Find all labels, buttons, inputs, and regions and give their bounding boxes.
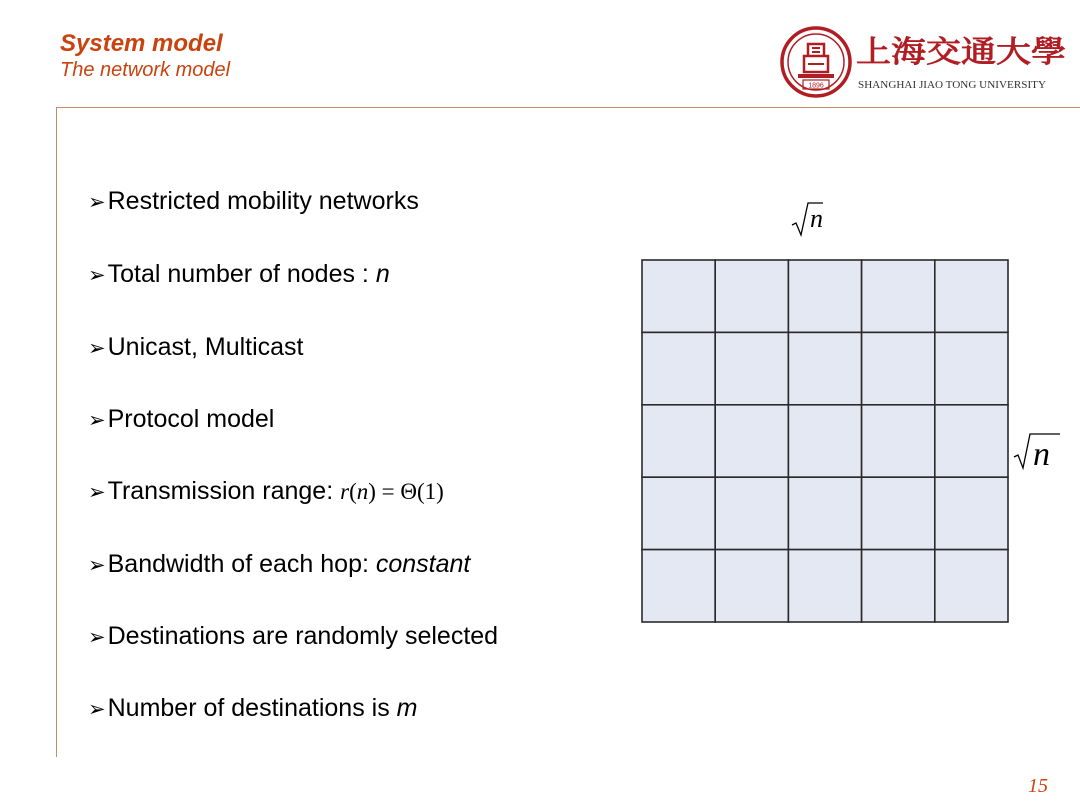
grid-cell <box>862 260 935 332</box>
bullet-item: ➢Restricted mobility networks <box>88 187 419 215</box>
grid-cell <box>642 260 715 332</box>
page-number: 15 <box>1028 775 1048 797</box>
arrow-bullet-icon: ➢ <box>88 697 106 721</box>
grid-cell <box>715 405 788 477</box>
arrow-bullet-icon: ➢ <box>88 480 106 504</box>
logo-chinese-name: 上海交通大學 <box>856 35 1066 70</box>
svg-text:n: n <box>810 204 823 233</box>
grid-cell <box>935 550 1008 622</box>
range-formula: r(n) = Θ(1) <box>340 479 444 504</box>
grid-cell <box>862 332 935 404</box>
bullet-item: ➢Protocol model <box>88 405 275 433</box>
bullet-item: ➢Unicast, Multicast <box>88 333 304 361</box>
top-sqrt-label <box>792 203 823 235</box>
grid-cell <box>642 332 715 404</box>
arrow-bullet-icon: ➢ <box>88 190 106 214</box>
grid-cell <box>715 332 788 404</box>
network-grid-figure <box>630 190 1070 630</box>
grid-cell <box>788 332 861 404</box>
arrow-bullet-icon: ➢ <box>88 263 106 287</box>
grid-cell <box>862 550 935 622</box>
arrow-bullet-icon: ➢ <box>88 336 106 360</box>
grid-cell <box>862 477 935 549</box>
bullet-item: ➢Total number of nodes : n <box>88 260 390 288</box>
slide-subtitle: The network model <box>60 59 231 81</box>
grid-cell <box>715 477 788 549</box>
grid-cell <box>935 332 1008 404</box>
grid-cell <box>788 477 861 549</box>
emblem-year: 1896 <box>808 82 824 90</box>
arrow-bullet-icon: ➢ <box>88 625 106 649</box>
grid-cell <box>935 260 1008 332</box>
grid-cell <box>862 405 935 477</box>
grid-cell <box>788 550 861 622</box>
logo-english-name: SHANGHAI JIAO TONG UNIVERSITY <box>858 80 1046 91</box>
bullet-item: ➢Number of destinations is m <box>88 694 418 722</box>
grid-cell <box>642 405 715 477</box>
university-logo <box>776 20 1076 104</box>
bullet-item: ➢Destinations are randomly selected <box>88 622 499 650</box>
left-rule <box>56 107 57 757</box>
grid-cell <box>788 405 861 477</box>
svg-text:n: n <box>1033 436 1050 473</box>
arrow-bullet-icon: ➢ <box>88 553 106 577</box>
slide-title: System model <box>60 30 223 57</box>
grid-cells <box>642 260 1008 622</box>
grid-cell <box>715 550 788 622</box>
grid-cell <box>788 260 861 332</box>
bullet-item: ➢Transmission range: r(n) = Θ(1) <box>88 477 444 505</box>
grid-cell <box>935 477 1008 549</box>
grid-cell <box>935 405 1008 477</box>
side-sqrt-label <box>1014 434 1060 473</box>
grid-cell <box>715 260 788 332</box>
bullet-item: ➢Bandwidth of each hop: constant <box>88 550 471 578</box>
emblem-icon <box>782 28 850 96</box>
arrow-bullet-icon: ➢ <box>88 408 106 432</box>
header-rule <box>56 107 1080 108</box>
grid-cell <box>642 550 715 622</box>
grid-cell <box>642 477 715 549</box>
